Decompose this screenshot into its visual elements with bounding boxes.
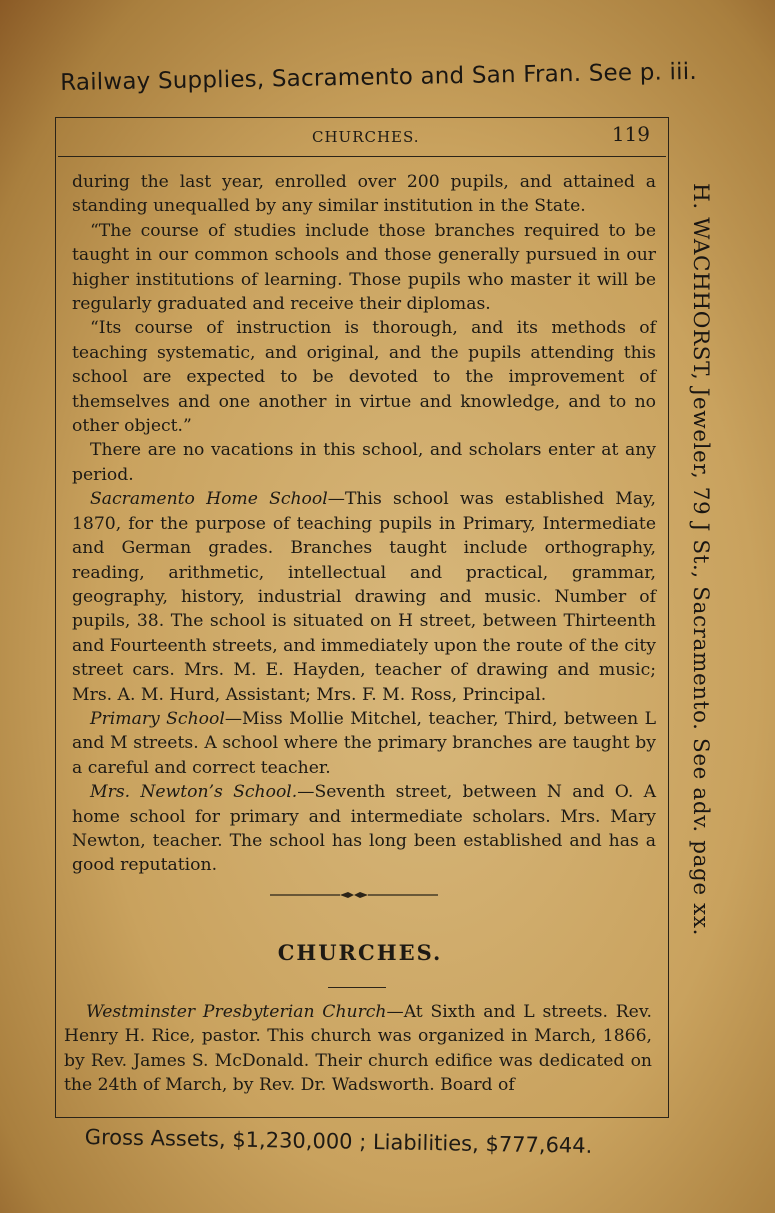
paragraph-3 bbox=[72, 316, 656, 438]
bottom-advertisement: Gross Assets, $1,230,000 ; Liabilities, $777,644. bbox=[84, 1125, 593, 1158]
church-entry bbox=[64, 1000, 652, 1098]
paragraph-1 bbox=[72, 170, 656, 219]
top-advertisement: Railway Supplies, Sacramento and San Fran. See p. iii. bbox=[60, 58, 698, 96]
paragraph-text: —At Sixth and L streets. Rev. Henry H. Rice, pastor. This church was organized in March, 1866, by Rev. James S. McDonald. Their church edifice was dedicated on the 24th of March, by Rev. Dr. Wadsworth. Board of bbox=[64, 1002, 652, 1096]
side-advertisement: H. WACHHORST, Jeweler, 79 J St., Sacramento. See adv. page xx. bbox=[688, 183, 713, 937]
paragraph-2 bbox=[72, 219, 656, 317]
paragraph-text: —Seventh street, between N and O. A home school for primary and intermediate scholars. Mrs. Mary Newton, teacher. The school has long been established and has a good reputation. bbox=[72, 782, 656, 876]
body-text bbox=[72, 170, 656, 878]
paragraph-text: during the last year, enrolled over 200 pupils, and attained a standing unequalled by any similar institution in the State. bbox=[72, 172, 656, 217]
paragraph-text: —This school was established May, 1870, for the purpose of teaching pupils in Primary, Intermediate and German grades. Branches taught include orthography, reading, arithmetic, intellectual and practical, grammar, geography, history, industrial drawing and music. Number of pupils, 38. The school is situated on H street, between Thirteenth and Fourteenth streets, and immediately upon the route of the city street cars. Mrs. M. E. Hayden, teacher of drawing and music; Mrs. A. M. Hurd, Assistant; Mrs. F. M. Ross, Principal. bbox=[72, 489, 656, 705]
paragraph-sacramento-home-school bbox=[72, 487, 656, 707]
running-head-title: CHURCHES. bbox=[312, 128, 420, 146]
paragraph-4 bbox=[72, 438, 656, 487]
page-number: 119 bbox=[611, 122, 650, 146]
paragraph-text: There are no vacations in this school, and scholars enter at any period. bbox=[72, 440, 656, 485]
school-name: Primary School bbox=[90, 708, 225, 729]
paragraph-newtons-school bbox=[72, 780, 656, 878]
header-rule bbox=[58, 156, 666, 157]
section-ornament bbox=[270, 890, 438, 900]
running-head bbox=[62, 122, 662, 154]
school-name: Sacramento Home School bbox=[90, 489, 328, 510]
paragraph-primary-school bbox=[72, 707, 656, 780]
paragraph-westminster bbox=[64, 1000, 652, 1098]
section-heading: CHURCHES. bbox=[277, 940, 443, 965]
paragraph-text: —Miss Mollie Mitchel, teacher, Third, between L and M streets. A school where the primary branches are taught by a careful and correct teacher. bbox=[72, 708, 656, 778]
paragraph-text: “Its course of instruction is thorough, and its methods of teaching systematic, and original, and the pupils attending this school are expected to be devoted to the improvement of themselves and one another in virtue and knowledge, and to no other object.” bbox=[72, 318, 656, 437]
church-name: Westminster Presbyterian Church bbox=[86, 1002, 387, 1022]
heading-rule bbox=[328, 987, 386, 988]
paragraph-text: “The course of studies include those branches required to be taught in our common schools and those generally pursued in our higher institutions of learning. Those pupils who master it will be regularly graduated and receive their diplomas. bbox=[72, 220, 656, 315]
school-name: Mrs. Newton’s School. bbox=[90, 782, 298, 803]
